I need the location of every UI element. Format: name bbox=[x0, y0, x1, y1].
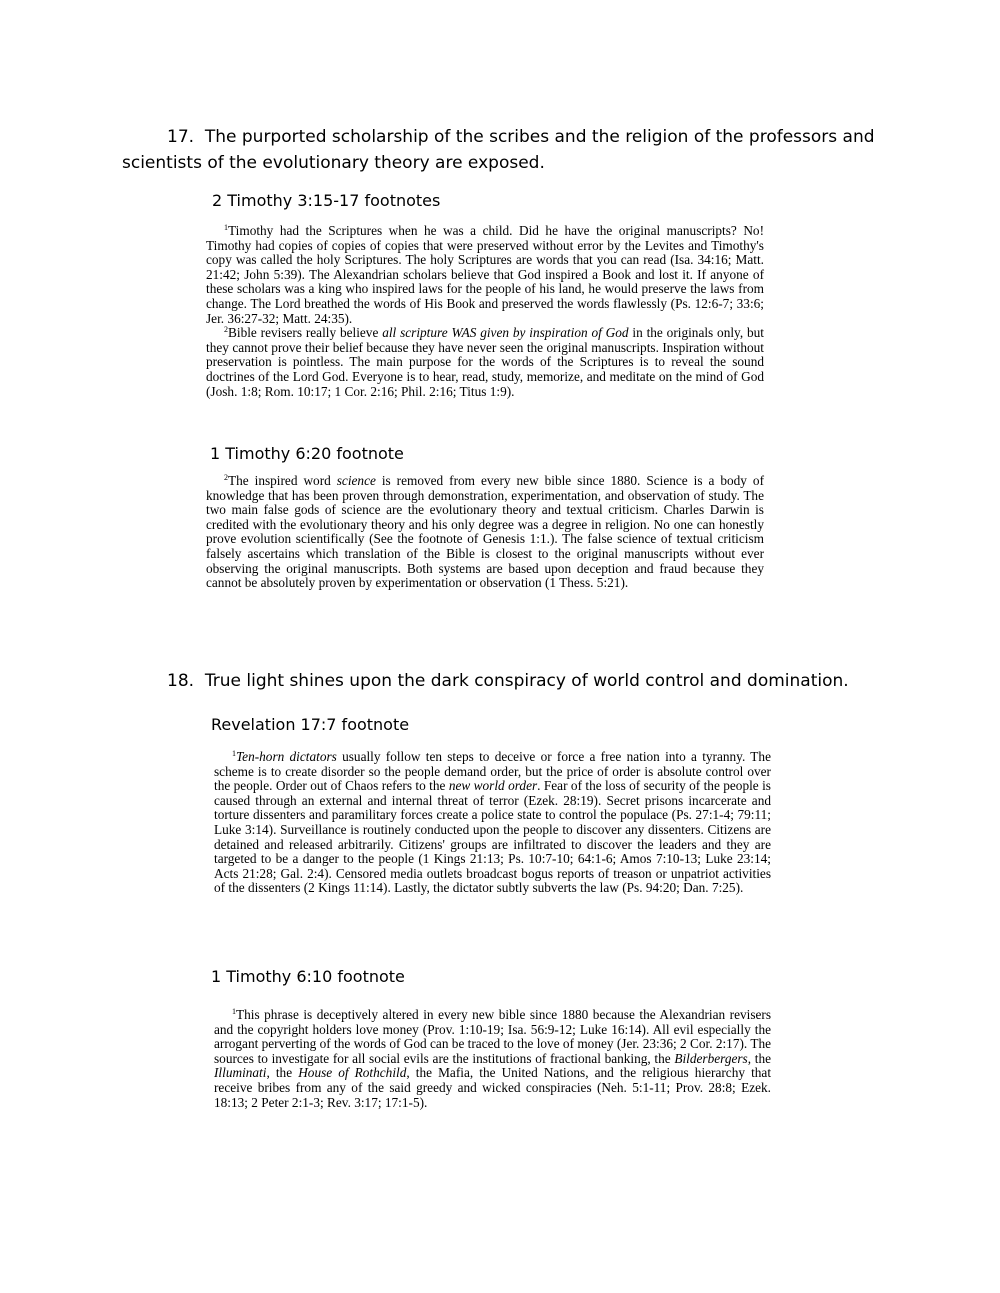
footnote-text: in the originals only, but they cannot prove their belief because they have never seen the original manuscripts. Inspiration without preservation is pointless. The main purpose for the words of the Scriptures is to reveal the sound doctrines of the Lord God. Everyone is to hear, read, study, memorize, and meditate on the mind of God (Josh. 1:8; Rom. 10:17; 1 Cor. 2:16; Phil. 2:16; Titus 1:9). bbox=[206, 325, 764, 399]
footnote-text: This phrase is deceptively altered in every new bible since 1880 because the Alexandrian revisers and the copyright holders love money (Prov. 1:10-19; Isa. 56:9-12; Luke 16:14). All evil especially the arrogant perverting of the words of God can be traced to the love of money (Jer. 23:36; 2 Cor. 2:17). The sources to investigate for all social evils are the institutions of fractional banking, the bbox=[214, 1007, 771, 1066]
footnote-text: usually follow ten steps to deceive or force a free nation into a tyranny. The scheme is to create disorder so the people demand order, but the price of order is absolute control over the people. Order out of Chaos refers to the bbox=[214, 749, 771, 794]
footnote-marker: 2 bbox=[224, 325, 228, 335]
footnote-text: , the bbox=[266, 1065, 299, 1081]
footnote-italic-text: science bbox=[336, 473, 376, 488]
footnote-2 bbox=[206, 474, 764, 591]
footnote-2 bbox=[206, 326, 764, 399]
subheading-2-timothy-3-15-17: 2 Timothy 3:15-17 footnotes bbox=[212, 191, 441, 210]
section-18-heading-text: True light shines upon the dark conspiracy of world control and domination. bbox=[204, 671, 849, 691]
footnote-1 bbox=[206, 224, 764, 326]
subheading-1-timothy-6-10: 1 Timothy 6:10 footnote bbox=[211, 967, 405, 986]
footnote-marker: 1 bbox=[232, 1007, 236, 1016]
footnote-italic-text: all scripture WAS given by inspiration of God bbox=[382, 325, 629, 341]
section-17-heading-text: The purported scholarship of the scribes and the religion of the professors and scientists of the evolutionary theory are exposed. bbox=[122, 127, 875, 173]
section-17-heading bbox=[122, 124, 882, 176]
subheading-1-timothy-6-20: 1 Timothy 6:20 footnote bbox=[210, 444, 404, 463]
footnote-italic-text: Illuminati bbox=[214, 1065, 267, 1081]
subheading-revelation-17-7: Revelation 17:7 footnote bbox=[211, 715, 410, 734]
footnote-block-revelation bbox=[214, 750, 771, 896]
section-18-heading bbox=[122, 668, 882, 694]
footnote-marker: 2 bbox=[224, 473, 228, 482]
footnote-text: . Fear of the loss of security of the people is caused through an external and internal threat of terror (Ezek. 28:19). Secret prisons incarcerate and torture dissenters and paramilitary forces create a police state to control the populace (Ps. 27:1-4; 79:11; Luke 3:14). Surveillance is routinely conducted upon the people to discover any dissenters. Citizens are detained and released arbitrarily. Citizens' groups are infiltrated to discover the leaders and they are targeted to be a danger to the people (1 Kings 21:13; Ps. 10:7-10; 64:1-6; Amos 7:10-13; Luke 23:14; Acts 21:28; Gal. 2:4). Censored media outlets broadcast bogus reports of treason or unpatriot activities of the dissenters (2 Kings 11:14). Lastly, the dictator subtly subverts the law (Ps. 94:20; Dan. 7:25). bbox=[214, 778, 771, 896]
footnote-text: , the Mafia, the United Nations, and the religious hierarchy that receive bribes from any of the said greedy and wicked conspiracies (Neh. 5:1-11; Prov. 28:8; Ezek. 18:13; 2 Peter 2:1-3; Rev. 3:17; 17:1-5). bbox=[214, 1065, 772, 1110]
footnote-italic-text: Ten-horn dictators bbox=[236, 749, 337, 764]
footnote-block-1-timothy-6-20 bbox=[206, 474, 764, 591]
footnote-marker: 1 bbox=[232, 749, 236, 758]
footnote-block-2-timothy bbox=[206, 224, 764, 399]
footnote-text: Timothy had the Scriptures when he was a child. Did he have the original manuscripts? No! Timothy had copies of copies of copies that were preserved without error by the Levites and Timothy's copy was called the holy Scriptures. The holy Scriptures are words that you can read (Isa. 34:16; Matt. 21:42; John 5:39). The Alexandrian scholars believe that God inspired a Book and lost it. If anyone of these scholars was a king who inspired laws for the people of his land, he would preserve the laws from change. The Lord breathed the words of His Book and preserved the words flawlessly (Ps. 12:6-7; 33:6; Jer. 36:27-32; Matt. 24:35). bbox=[206, 223, 764, 326]
footnote-text: , the bbox=[747, 1050, 771, 1066]
footnote-italic-text: House of Rothchild bbox=[298, 1065, 407, 1081]
section-17-number: 17. bbox=[167, 127, 195, 147]
footnote-italic-text: Bilderbergers bbox=[674, 1050, 748, 1066]
footnote-italic-text: new world order bbox=[448, 778, 538, 794]
footnote-text: Bible revisers really believe bbox=[228, 325, 383, 341]
footnote-1 bbox=[214, 750, 771, 896]
footnote-text: is removed from every new bible since 1880. Science is a body of knowledge that has been proven through demonstration, experimentation, and observation of study. The two main false gods of science are the evolutionary theory and textual criticism. Charles Darwin is credited with the evolutionary theory and his only degree was a degree in religion. No one can honestly prove evolution scientifically (See the footnote of Genesis 1:1.). The false science of textual criticism falsely ascertains which translation of the Bible is closest to the original manuscripts without ever observing the original manuscripts. Both systems are based upon deception and fraud because they cannot be absolutely proven by experimentation or observation (1 Thess. 5:21). bbox=[206, 473, 764, 591]
footnote-1 bbox=[214, 1008, 771, 1110]
footnote-block-1-timothy-6-10 bbox=[214, 1008, 771, 1110]
footnote-marker: 1 bbox=[224, 223, 228, 232]
footnote-text: The inspired word bbox=[228, 473, 337, 488]
section-18-number: 18. bbox=[167, 671, 195, 691]
